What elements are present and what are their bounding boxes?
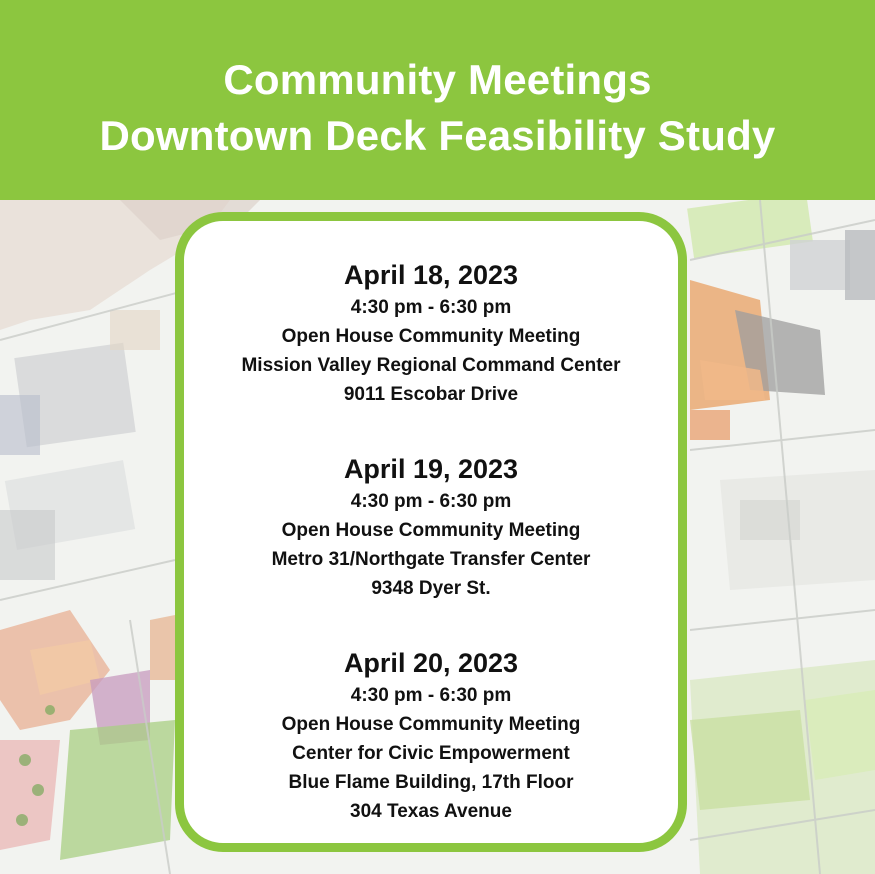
meeting-date: April 20, 2023 — [343, 648, 519, 678]
meeting-address: 9011 Escobar Drive — [343, 384, 519, 405]
meeting-venue: Metro 31/Northgate Transfer Center — [271, 549, 591, 570]
header-title: Community Meetings — [223, 56, 652, 103]
meeting-item — [184, 451, 678, 603]
meeting-address: 304 Texas Avenue — [350, 801, 512, 822]
header-subtitle: Downtown Deck Feasibility Study — [99, 112, 776, 159]
meeting-time: 4:30 pm - 6:30 pm — [350, 685, 512, 706]
meetings-card — [175, 212, 687, 852]
meeting-time: 4:30 pm - 6:30 pm — [350, 297, 512, 318]
meeting-venue: Center for Civic Empowerment — [292, 743, 570, 764]
meeting-date: April 18, 2023 — [343, 260, 519, 290]
meeting-item — [184, 645, 678, 826]
meeting-item — [184, 257, 678, 409]
meeting-address: 9348 Dyer St. — [371, 578, 491, 599]
meeting-type: Open House Community Meeting — [281, 714, 581, 735]
meeting-venue-line2: Blue Flame Building, 17th Floor — [288, 772, 574, 793]
meeting-time: 4:30 pm - 6:30 pm — [350, 491, 512, 512]
meeting-venue: Mission Valley Regional Command Center — [241, 355, 621, 376]
meeting-type: Open House Community Meeting — [281, 326, 581, 347]
meeting-type: Open House Community Meeting — [281, 520, 581, 541]
header-banner — [0, 0, 875, 200]
meeting-date: April 19, 2023 — [343, 454, 519, 484]
